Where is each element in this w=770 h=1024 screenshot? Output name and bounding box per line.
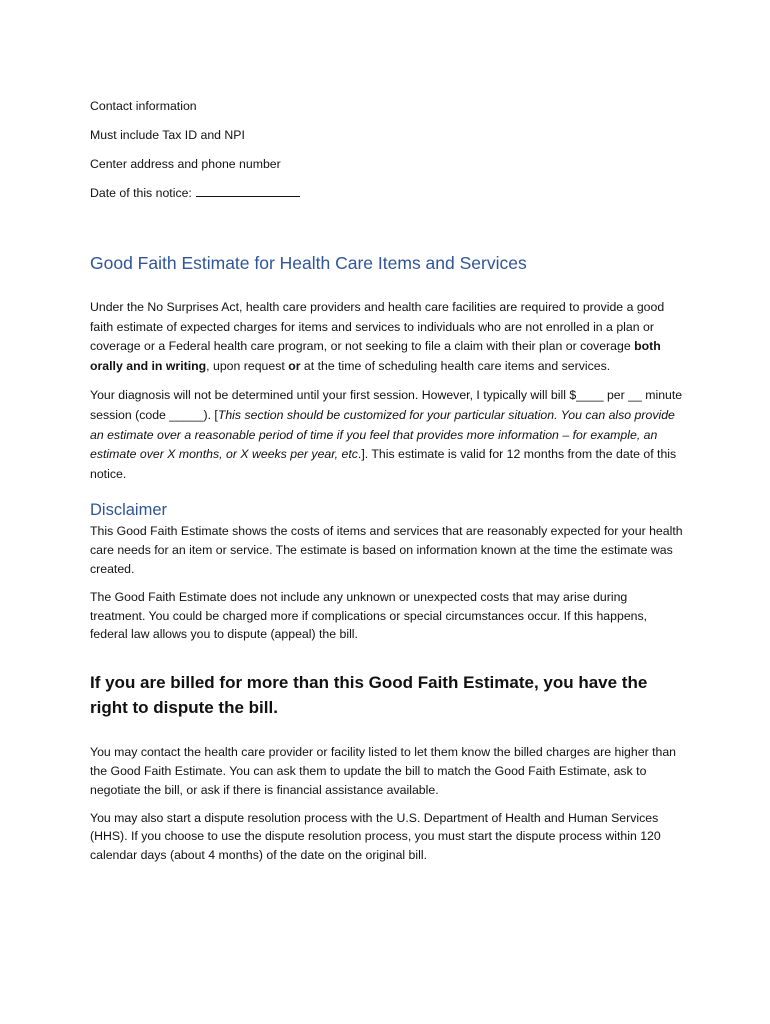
dispute-paragraph-1: You may contact the health care provider or facility listed to let them know the billed charges are higher than the Good Faith Estimate. You can ask them to update the bill to match the Good Faith Estimate, ask to negotiate the bill, or ask if there is financial assistance available. — [90, 745, 677, 797]
intro-text-3: at the time of scheduling health care items and services. — [300, 358, 611, 373]
contact-information-line: Contact information — [90, 99, 197, 113]
contact-block — [90, 92, 685, 208]
dispute-heading: If you are billed for more than this Good Faith Estimate, you have the right to dispute the bill. — [90, 673, 648, 718]
diagnosis-text-1: Your diagnosis will not be determined until your first session. However, I typically will bill $____ per __ minute session (code _____). [ — [90, 388, 683, 422]
dispute-paragraph-2: You may also start a dispute resolution process with the U.S. Department of Health and Human Services (HHS). If you choose to use the dispute resolution process, you must start the dispute process within 120 calendar days (about 4 months) of the date on the original bill. — [90, 810, 661, 863]
document-title: Good Faith Estimate for Health Care Items and Services — [90, 253, 527, 273]
diagnosis-paragraph — [90, 386, 685, 484]
intro-bold-1: both orally and in writing — [90, 339, 661, 373]
intro-text-1: Under the No Surprises Act, health care providers and health care facilities are required to provide a good faith estimate of expected charges for items and services to individuals who are not enrolled in a plan or coverage or a Federal health care program, or not seeking to file a claim with their plan or coverage — [90, 300, 665, 354]
diagnosis-text-2: .]. This estimate is valid for 12 months from the date of this notice. — [90, 447, 677, 481]
disclaimer-paragraph-2: The Good Faith Estimate does not include any unknown or unexpected costs that may arise during treatment. You could be charged more if complications or special circumstances occur. If this happens, federal law allows you to dispute (appeal) the bill. — [90, 589, 648, 642]
center-address-line: Center address and phone number — [90, 157, 281, 171]
notice-date-label: Date of this notice: — [90, 186, 192, 200]
diagnosis-italic: This section should be customized for your particular situation. You can also provide an estimate over a reasonable period of time if you feel that provides more information – for example, an estimate over X months, or X weeks per year, etc — [90, 407, 675, 462]
intro-bold-2: or — [288, 358, 301, 373]
tax-id-npi-line: Must include Tax ID and NPI — [90, 128, 245, 142]
intro-paragraph — [90, 298, 685, 376]
disclaimer-heading: Disclaimer — [90, 501, 168, 520]
notice-date-line — [90, 179, 685, 208]
notice-date-blank — [196, 186, 300, 197]
document-page — [90, 92, 685, 865]
disclaimer-paragraph-1: This Good Faith Estimate shows the costs of items and services that are reasonably expected for your health care needs for an item or service. The estimate is based on information known at the time the estimate was created. — [90, 524, 683, 576]
intro-text-2: , upon request — [206, 358, 289, 373]
